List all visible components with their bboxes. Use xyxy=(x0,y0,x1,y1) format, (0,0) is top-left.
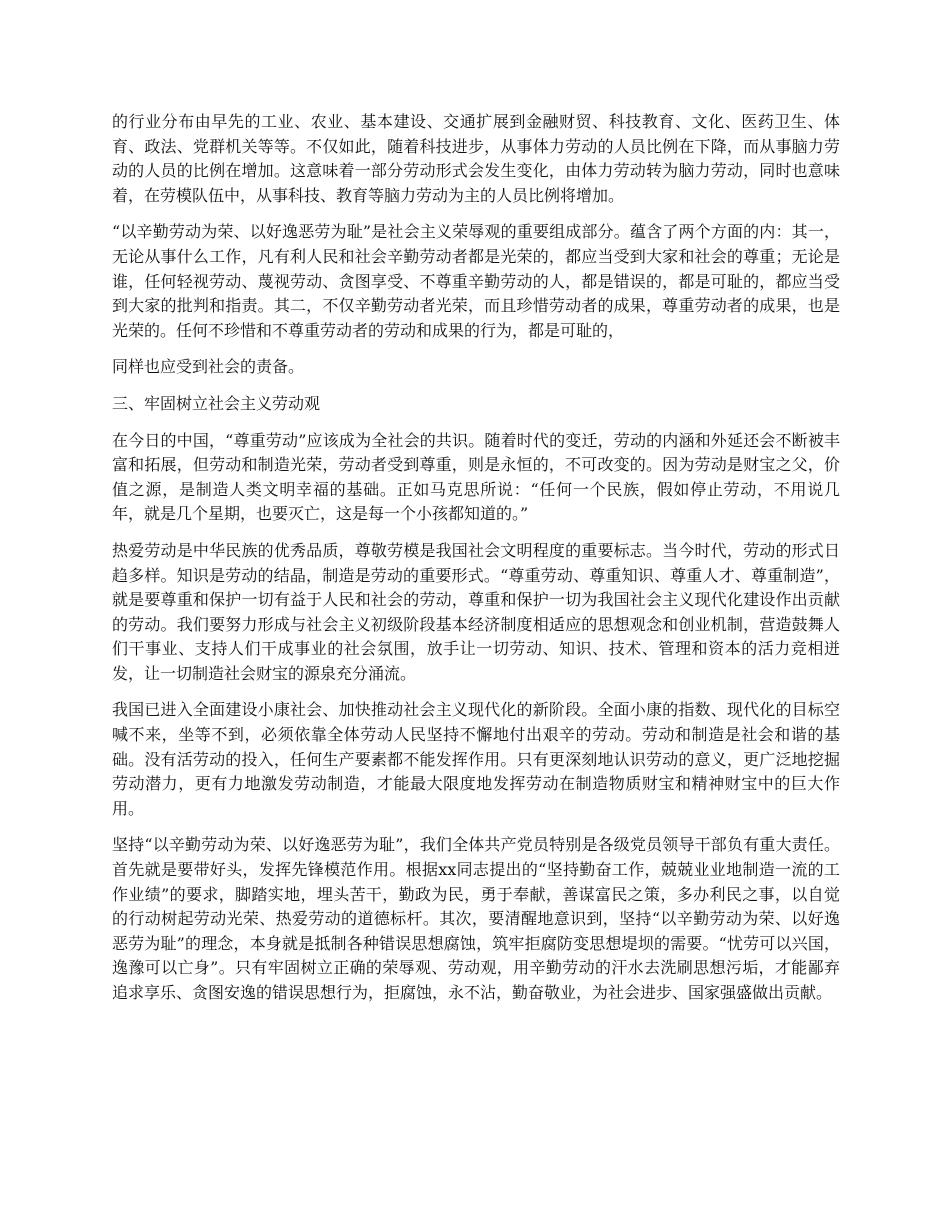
paragraph-love-labor: 热爱劳动是中华民族的优秀品质，尊敬劳模是我国社会文明程度的重要标志。当今时代，劳动的形式日趋多样。知识是劳动的结晶，制造是劳动的重要形式。“尊重劳动、尊重知识、尊重人才、尊重制造”，就是要尊重和保护一切有益于人民和社会的劳动，尊重和保护一切为我国社会主义现代化建设作出贡献的劳动。我们要努力形成与社会主义初级阶段基本经济制度相适应的思想观念和创业机制，营造鼓舞人们干事业、支持人们干成事业的社会氛围，放手让一切劳动、知识、技术、管理和资本的活力竞相迸发，让一切制造社会财宝的源泉充分涌流。 xyxy=(112,540,840,683)
paragraph-party-responsibility: 坚持“以辛勤劳动为荣、以好逸恶劳为耻”，我们全体共产党员特别是各级党员领导干部负有重大责任。首先就是要带好头，发挥先锋模范作用。根据xx同志提出的“坚持勤奋工作，兢兢业业地制造一流的工作业绩”的要求，脚踏实地，埋头苦干，勤政为民，勇于奉献，善谋富民之策，多办利民之事，以自觉的行动树起劳动光荣、热爱劳动的道德标杆。其次，要清醒地意识到，坚持“以辛勤劳动为荣、以好逸恶劳为耻”的理念，本身就是抵制各种错误思想腐蚀，筑牢拒腐防变思想堤坝的需要。“忧劳可以兴国，逸豫可以亡身”。只有牢固树立正确的荣辱观、劳动观，用辛勤劳动的汗水去洗刷思想污垢，才能鄙弃追求享乐、贪图安逸的错误思想行为，拒腐蚀，永不沾，勤奋敬业，为社会进步、国家强盛做出贡献。 xyxy=(112,835,840,1002)
section-heading-labor-view: 三、牢固树立社会主义劳动观 xyxy=(112,393,321,413)
paragraph-honor-and-shame: “以辛勤劳动为荣、以好逸恶劳为耻”是社会主义荣辱观的重要组成部分。蕴含了两个方面的内：其一，无论从事什么工作，凡有利人民和社会辛勤劳动者都是光荣的，都应当受到大家和社会的尊重；无论是谁，任何轻视劳动、蔑视劳动、贪图享受、不尊重辛勤劳动的人，都是错误的，都是可耻的，都应当受到大家的批判和指责。其二，不仅辛勤劳动者光荣，而且珍惜劳动者的成果，尊重劳动者的成果，也是光荣的。任何不珍惜和不尊重劳动者的劳动和成果的行为，都是可耻的， xyxy=(112,222,840,340)
paragraph-respect-labor: 在今日的中国，“尊重劳动”应该成为全社会的共识。随着时代的变迁，劳动的内涵和外延还会不断被丰富和拓展，但劳动和制造光荣，劳动者受到尊重，则是永恒的，不可改变的。因为劳动是财宝之父，价值之源，是制造人类文明幸福的基础。正如马克思所说：“任何一个民族，假如停止劳动，不用说几年，就是几个星期，也要灭亡，这是每一个小孩都知道的。” xyxy=(112,430,840,524)
paragraph-industry-distribution: 的行业分布由早先的工业、农业、基本建设、交通扩展到金融财贸、科技教育、文化、医药卫生、体育、政法、党群机关等等。不仅如此，随着科技进步，从事体力劳动的人员比例在下降，而从事脑力劳动的人员的比例在增加。这意味着一部分劳动形式会发生变化，由体力劳动转为脑力劳动，同时也意味着，在劳模队伍中，从事科技、教育等脑力劳动为主的人员比例将增加。 xyxy=(112,112,840,205)
paragraph-social-blame: 同样也应受到社会的责备。 xyxy=(112,357,305,377)
paragraph-well-off-society: 我国已进入全面建设小康社会、加快推动社会主义现代化的新阶段。全面小康的指数、现代化的目标空喊不来，坐等不到，必须依靠全体劳动人民坚持不懈地付出艰辛的劳动。劳动和制造是社会和谐的基础。没有活劳动的投入，任何生产要素都不能发挥作用。只有更深刻地认识劳动的意义，更广泛地挖掘劳动潜力，更有力地激发劳动制造，才能最大限度地发挥劳动在制造物质财宝和精神财宝中的巨大作用。 xyxy=(112,700,840,818)
document-body xyxy=(112,110,840,1018)
